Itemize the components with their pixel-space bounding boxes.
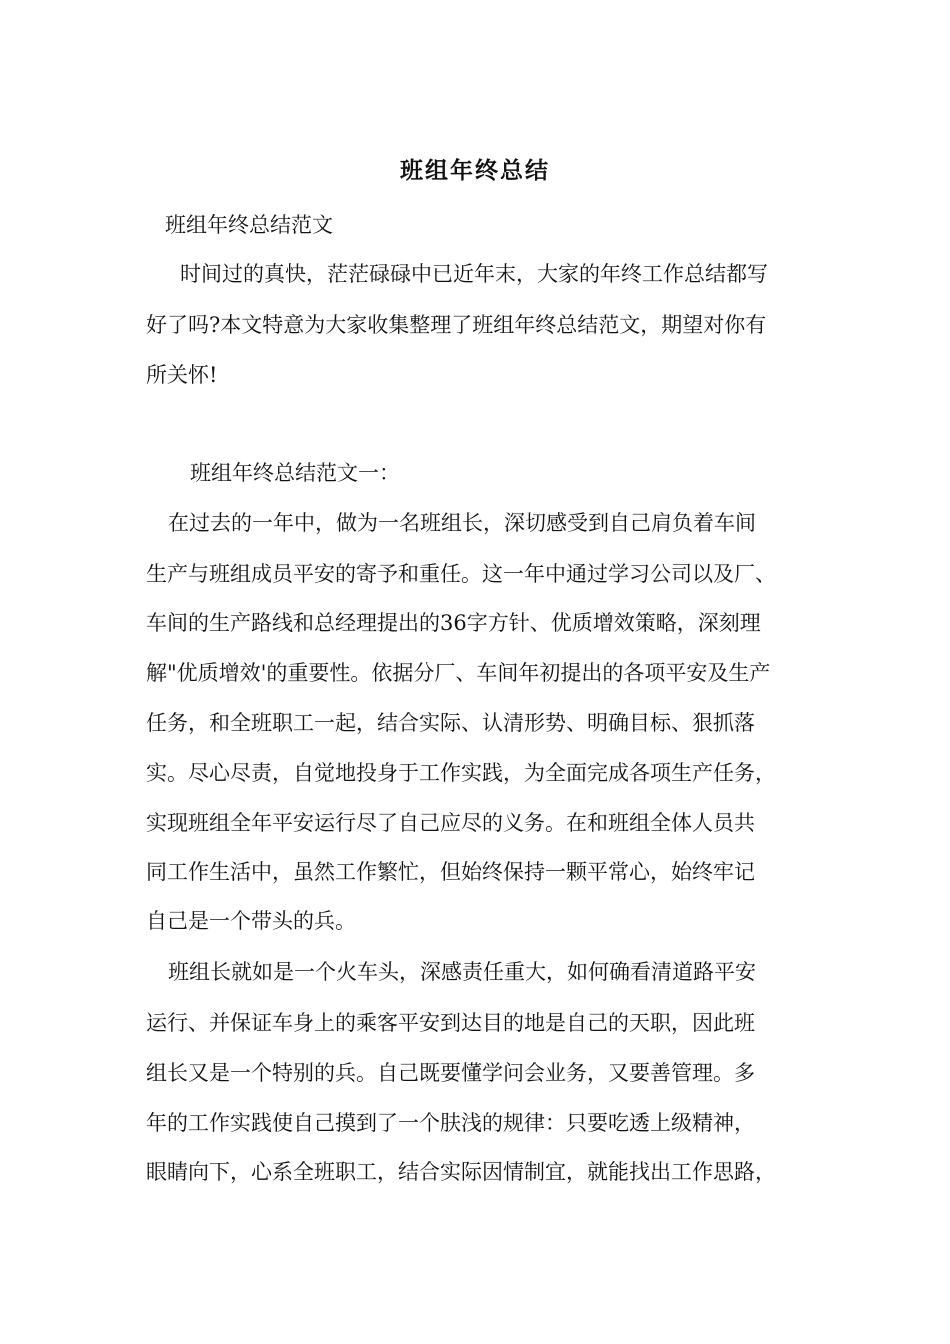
paragraph-line: 班组长就如是一个火车头，深感责任重大，如何确看清道路平安 <box>168 960 756 984</box>
paragraph-line: 运行、并保证车身上的乘客平安到达目的地是自己的天职，因此班 <box>146 1011 755 1035</box>
paragraph-line: 车间的生产路线和总经理提出的36字方针、优质增效策略，深刻理 <box>146 611 761 635</box>
paragraph-line: 实。尽心尽责，自觉地投身于工作实践，为全面完成各项生产任务， <box>146 761 776 785</box>
paragraph-line: 同工作生活中，虽然工作繁忙，但始终保持一颗平常心，始终牢记 <box>146 860 755 884</box>
subtitle-line: 班组年终总结范文 <box>165 213 333 237</box>
paragraph-line: 解"优质增效'的重要性。依据分厂、车间年初提出的各项平安及生产 <box>146 661 771 685</box>
paragraph-line: 实现班组全年平安运行尽了自己应尽的义务。在和班组全体人员共 <box>146 811 755 835</box>
section-heading: 班组年终总结范文一： <box>190 461 400 485</box>
document-title: 班组年终总结 <box>400 157 550 184</box>
paragraph-line: 好了吗?本文特意为大家收集整理了班组年终总结范文，期望对你有 <box>146 313 767 337</box>
paragraph-line: 自己是一个带头的兵。 <box>146 909 356 933</box>
paragraph-line: 眼睛向下，心系全班职工，结合实际因情制宜，就能找出工作思路， <box>146 1160 776 1184</box>
paragraph-line: 任务，和全班职工一起，结合实际、认清形势、明确目标、狠抓落 <box>146 711 755 735</box>
paragraph-line: 时间过的真快，茫茫碌碌中已近年末，大家的年终工作总结都写 <box>180 262 768 286</box>
paragraph-line: 所关怀! <box>146 363 218 387</box>
paragraph-line: 在过去的一年中，做为一名班组长，深切感受到自己肩负着车间 <box>168 511 756 535</box>
paragraph-line: 组长又是一个特别的兵。自己既要懂学问会业务，又要善管理。多 <box>146 1061 755 1085</box>
paragraph-line: 年的工作实践使自己摸到了一个肤浅的规律：只要吃透上级精神， <box>146 1111 755 1135</box>
paragraph-line: 生产与班组成员平安的寄予和重任。这一年中通过学习公司以及厂、 <box>146 562 776 586</box>
